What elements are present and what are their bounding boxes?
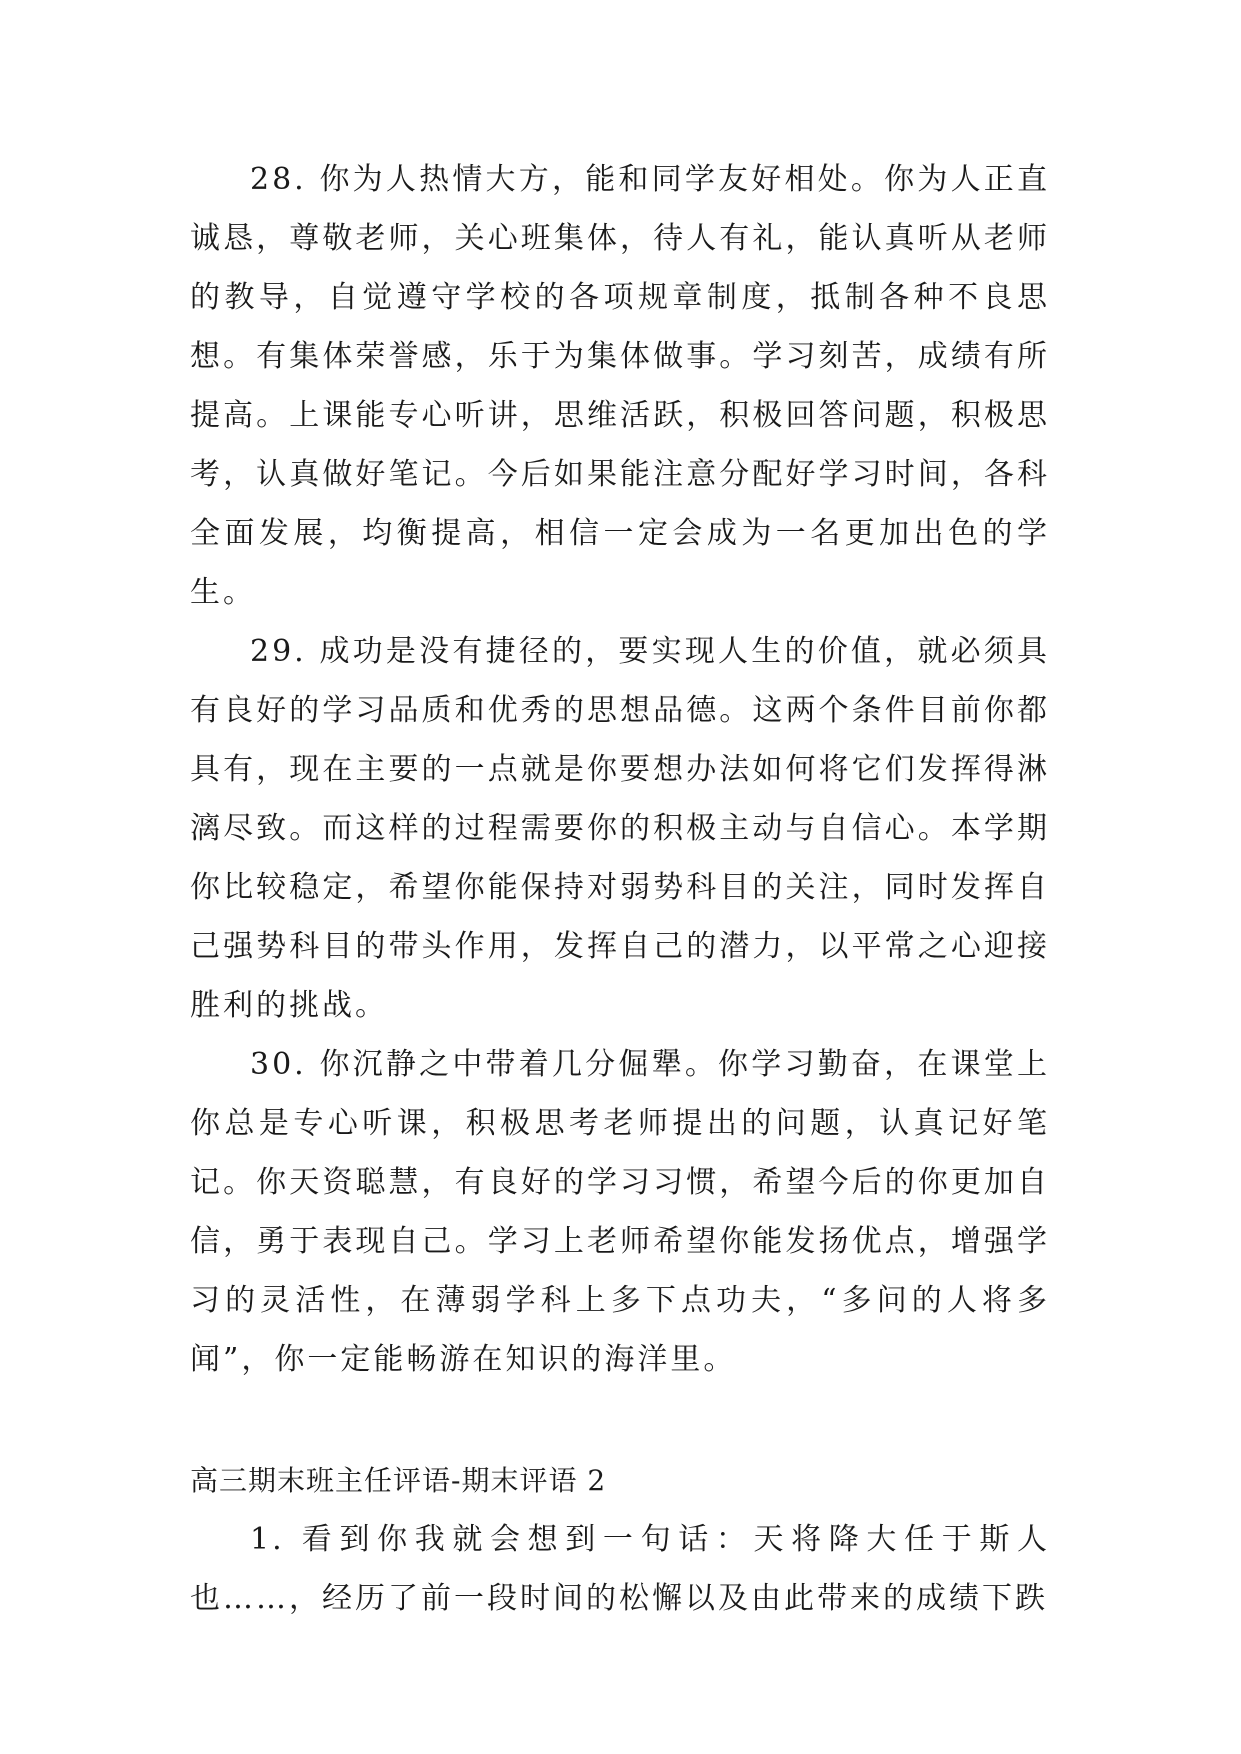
paragraph-29: 29. 成功是没有捷径的，要实现人生的价值，就必须具有良好的学习品质和优秀的思想品德。这两个条件目前你都具有，现在主要的一点就是你要想办法如何将它们发挥得淋漓尽致。而这样的过程需要你的积极主动与自信心。本学期你比较稳定，希望你能保持对弱势科目的关注，同时发挥自己强势科目的带头作用，发挥自己的潜力，以平常之心迎接胜利的挑战。 [190,634,1050,1023]
paragraph-28: 28. 你为人热情大方，能和同学友好相处。你为人正直诚恳，尊敬老师，关心班集体，待人有礼，能认真听从老师的教导，自觉遵守学校的各项规章制度，抵制各种不良思想。有集体荣誉感，乐于为集体做事。学习刻苦，成绩有所提高。上课能专心听讲，思维活跃，积极回答问题，积极思考，认真做好笔记。今后如果能注意分配好学习时间，各科全面发展，均衡提高，相信一定会成为一名更加出色的学生。 [190,162,1050,610]
section-paragraph-1: 1. 看到你我就会想到一句话：天将降大任于斯人也……，经历了前一段时间的松懈以及由此带来的成绩下跌 [190,1522,1050,1616]
paragraph-30: 30. 你沉静之中带着几分倔犟。你学习勤奋，在课堂上你总是专心听课，积极思考老师提出的问题，认真记好笔记。你天资聪慧，有良好的学习习惯，希望今后的你更加自信，勇于表现自己。学习上老师希望你能发扬优点，增强学习的灵活性，在薄弱学科上多下点功夫，“多问的人将多闻”，你一定能畅游在知识的海洋里。 [190,1047,1050,1377]
document-page [190,150,1050,1628]
section-title: 高三期末班主任评语-期末评语 2 [190,1464,607,1497]
